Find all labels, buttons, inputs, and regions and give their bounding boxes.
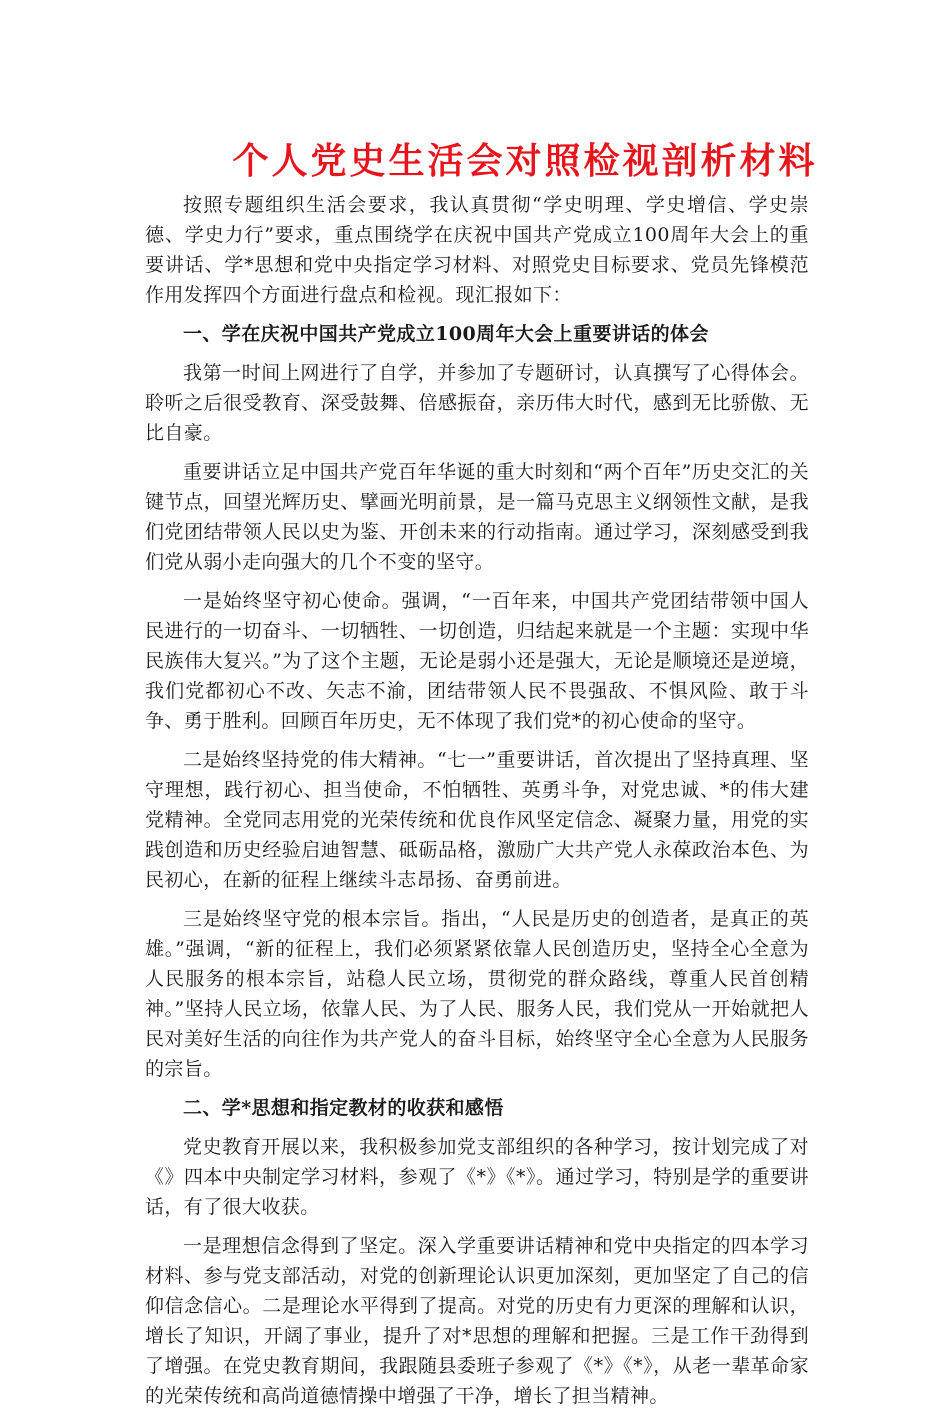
section-1-paragraph-1: 我第一时间上网进行了自学，并参加了专题研讨，认真撰写了心得体会。聆听之后很受教育、深受鼓舞、倍感振奋，亲历伟大时代，感到无比骄傲、无比自豪。 [145,362,809,444]
intro-paragraph: 按照专题组织生活会要求，我认真贯彻“学史明理、学史增信、学史崇德、学史力行”要求，重点围绕学在庆祝中国共产党成立100周年大会上的重要讲话、学*思想和党中央指定学习材料、对照党史目标要求、党员先锋模范作用发挥四个方面进行盘点和检视。现汇报如下： [145,194,809,306]
section-2-paragraph-1: 党史教育开展以来，我积极参加党支部组织的各种学习，按计划完成了对《》四本中央制定学习材料，参观了《*》《*》。通过学习，特别是学的重要讲话，有了很大收获。 [145,1136,809,1218]
section-1-paragraph-2: 重要讲话立足中国共产党百年华诞的重大时刻和“两个百年”历史交汇的关键节点，回望光辉历史、擘画光明前景，是一篇马克思主义纲领性文献，是我们党团结带领人民以史为鉴、开创未来的行动指南。通过学习，深刻感受到我们党从弱小走向强大的几个不变的坚守。 [145,461,809,573]
section-1-paragraph-5: 三是始终坚守党的根本宗旨。指出，“人民是历史的创造者，是真正的英雄。”强调，“新的征程上，我们必须紧紧依靠人民创造历史，坚持全心全意为人民服务的根本宗旨，站稳人民立场，贯彻党的群众路线，尊重人民首创精神。”坚持人民立场，依靠人民、为了人民、服务人民，我们党从一开始就把人民对美好生活的向往作为共产党人的奋斗目标，始终坚守全心全意为人民服务的宗旨。 [145,908,809,1080]
section-1-heading: 一、学在庆祝中国共产党成立100周年大会上重要讲话的体会 [183,323,709,345]
section-2-heading: 二、学*思想和指定教材的收获和感悟 [183,1097,504,1119]
document-title: 个人党史生活会对照检视剖析材料 [232,140,818,182]
section-2-paragraph-2: 一是理想信念得到了坚定。深入学重要讲话精神和党中央指定的四本学习材料、参与党支部活动，对党的创新理论认识更加深刻，更加坚定了自己的信仰信念信心。二是理论水平得到了提高。对党的历史有力更深的理解和认识，增长了知识，开阔了事业，提升了对*思想的理解和把握。三是工作干劲得到了增强。在党史教育期间，我跟随县委班子参观了《*》《*》，从老一辈革命家的光荣传统和高尚道德情操中增强了干净，增长了担当精神。 [145,1235,809,1407]
section-1-paragraph-4: 二是始终坚持党的伟大精神。“七一”重要讲话，首次提出了坚持真理、坚守理想，践行初心、担当使命，不怕牺牲、英勇斗争，对党忠诚、*的伟大建党精神。全党同志用党的光荣传统和优良作风坚定信念、凝聚力量，用党的实践创造和历史经验启迪智慧、砥砺品格，激励广大共产党人永葆政治本色、为民初心，在新的征程上继续斗志昂扬、奋勇前进。 [145,749,809,891]
document-body [145,190,809,1420]
section-1-paragraph-3: 一是始终坚守初心使命。强调，“一百年来，中国共产党团结带领中国人民进行的一切奋斗、一切牺牲、一切创造，归结起来就是一个主题：实现中华民族伟大复兴。”为了这个主题，无论是弱小还是强大，无论是顺境还是逆境，我们党都初心不改、矢志不渝，团结带领人民不畏强敌、不惧风险、敢于斗争、勇于胜利。回顾百年历史，无不体现了我们党*的初心使命的坚守。 [145,590,809,732]
